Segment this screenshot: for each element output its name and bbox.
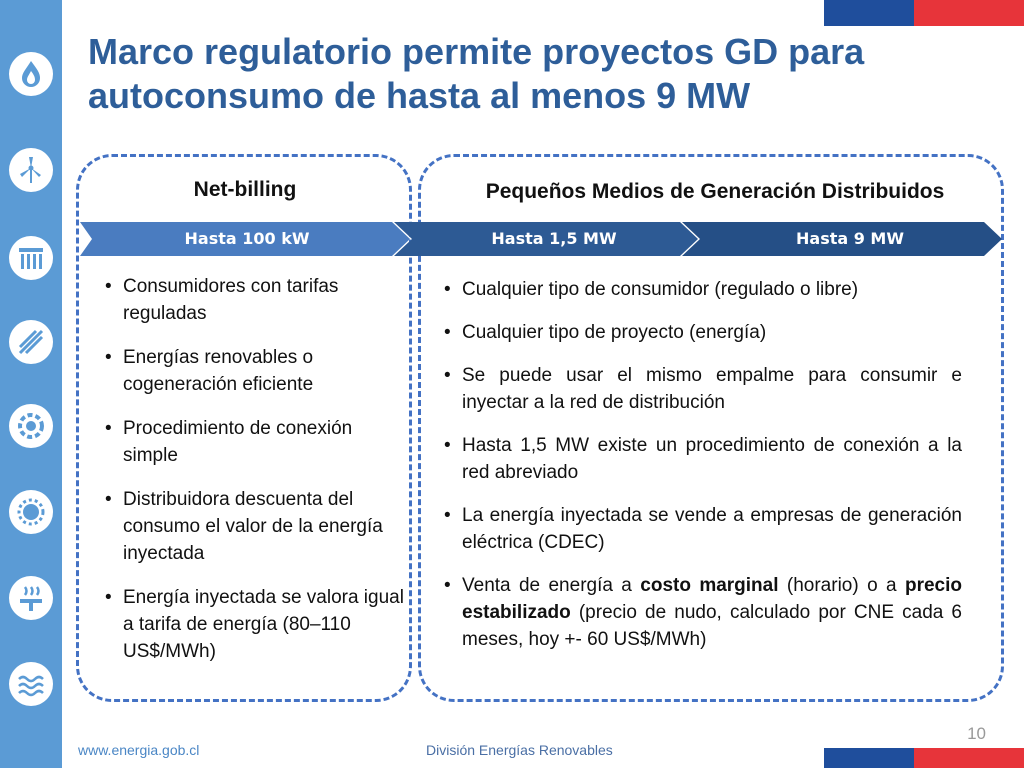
list-item: • Distribuidora descuenta del consumo el valor de la energía inyectada bbox=[101, 486, 407, 567]
pmgd-bullets bbox=[440, 276, 962, 669]
precio-estabilizado-term: precio estabilizado bbox=[462, 575, 962, 623]
sun-icon bbox=[9, 490, 53, 534]
efficiency-icon bbox=[9, 404, 53, 448]
list-item: • Procedimiento de conexión simple bbox=[101, 415, 407, 469]
title-line-2: autoconsumo de hasta al menos 9 MW bbox=[88, 75, 751, 116]
list-item: • Cualquier tipo de consumidor (regulado o libre) bbox=[440, 276, 962, 303]
list-item: • Energía inyectada se valora igual a tarifa de energía (80–110 US$/MWh) bbox=[101, 584, 407, 665]
pricing-text-3: (precio de nudo, calculado por CNE cada 6 meses, hoy +- 60 US$/MWh) bbox=[462, 602, 962, 650]
list-item: • Cualquier tipo de proyecto (energía) bbox=[440, 319, 962, 346]
transmission-icon bbox=[9, 320, 53, 364]
sidebar bbox=[0, 0, 62, 768]
slide-title bbox=[88, 30, 968, 118]
pmgd-heading: Pequeños Medios de Generación Distribuidos bbox=[485, 180, 945, 203]
hydro-dam-icon bbox=[9, 236, 53, 280]
list-item-pricing bbox=[440, 572, 962, 653]
flag-stripe-bottom bbox=[824, 748, 1024, 768]
costo-marginal-term: costo marginal bbox=[640, 575, 779, 596]
net-billing-heading: Net-billing bbox=[193, 178, 297, 201]
list-item: • Se puede usar el mismo empalme para consumir e inyectar a la red de distribución bbox=[440, 362, 962, 416]
arrow-label-9mw: Hasta 9 MW bbox=[796, 229, 904, 248]
footer-url-link[interactable]: www.energia.gob.cl bbox=[78, 742, 200, 758]
footer-division: División Energías Renovables bbox=[426, 742, 613, 758]
net-billing-bullets bbox=[101, 273, 407, 682]
arrow-label-100kw: Hasta 100 kW bbox=[184, 229, 310, 248]
title-line-1: Marco regulatorio permite proyectos GD para bbox=[88, 31, 865, 72]
arrow-label-1-5mw: Hasta 1,5 MW bbox=[491, 229, 617, 248]
pricing-text-2: (horario) o a bbox=[778, 575, 905, 596]
page-number: 10 bbox=[967, 724, 986, 743]
list-item: • La energía inyectada se vende a empresas de generación eléctrica (CDEC) bbox=[440, 502, 962, 556]
list-item: • Consumidores con tarifas reguladas bbox=[101, 273, 407, 327]
marine-wave-icon bbox=[9, 662, 53, 706]
pricing-text-1: Venta de energía a bbox=[462, 575, 641, 596]
geothermal-icon bbox=[9, 576, 53, 620]
flag-stripe-top bbox=[824, 0, 1024, 26]
flame-icon bbox=[9, 52, 53, 96]
wind-turbine-icon bbox=[9, 148, 53, 192]
list-item: • Hasta 1,5 MW existe un procedimiento de conexión a la red abreviado bbox=[440, 432, 962, 486]
list-item: • Energías renovables o cogeneración eficiente bbox=[101, 344, 407, 398]
